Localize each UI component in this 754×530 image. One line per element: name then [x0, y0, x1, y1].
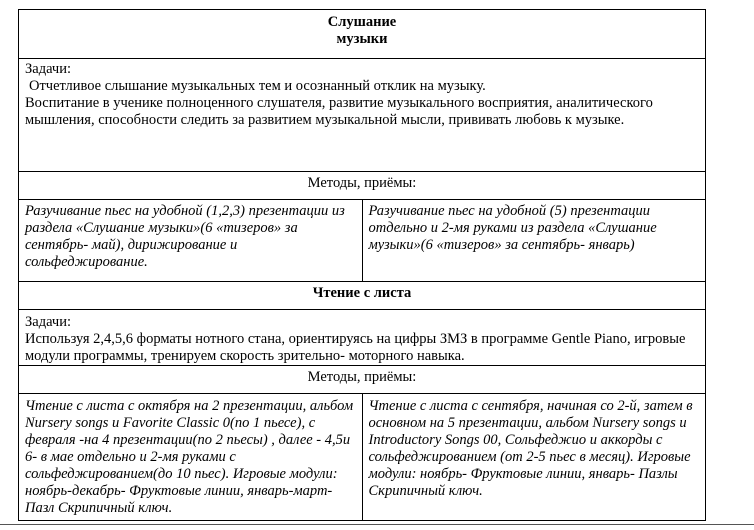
listening-methods-row	[19, 200, 706, 282]
listening-method-right: Разучивание пьес на удобной (5) презентации отдельно и 2-мя руками из раздела «Слушание музыки»(6 «тизеров» за сентябрь- январь)	[362, 200, 706, 282]
listening-methods-heading: Методы, приёмы:	[19, 172, 706, 200]
listening-title	[19, 10, 706, 59]
listening-tasks-line1: Отчетливое слышание музыкальных тем и осознанный отклик на музыку.	[29, 78, 486, 94]
listening-tasks-label: Задачи:	[25, 61, 72, 77]
listening-title-line2: музыки	[336, 31, 388, 47]
sightreading-tasks-text: Используя 2,4,5,6 форматы нотного стана, ориентируясь на цифры ЗМЗ в программе Gentle Piano, игровые модули программы, тренируем скорость зрительно- моторного навыка.	[25, 331, 686, 364]
sightreading-methods-heading: Методы, приёмы:	[19, 366, 706, 394]
listening-tasks	[19, 59, 706, 172]
sightreading-method-left: Чтение с листа с октября на 2 презентации, альбом Nursery songs и Favorite Classic 0(по 1 пьесе), с февраля -на 4 презентации(по 2 пьесы) , далее - 4,5и 6- в мае отдельно и 2-мя руками с сольфеджированием(до 10 пьес). Игровые модули: ноябрь-декабрь- Фруктовые линии, январь-март- Пазл Скрипичный ключ.	[19, 394, 363, 521]
sightreading-tasks-label: Задачи:	[25, 314, 72, 330]
sightreading-title-row	[19, 282, 706, 310]
curriculum-table	[18, 9, 706, 521]
listening-method-left: Разучивание пьес на удобной (1,2,3) презентации из раздела «Слушание музыки»(6 «тизеров» за сентябрь- май), дирижирование и сольфеджирование.	[19, 200, 363, 282]
listening-title-line1: Слушание	[327, 14, 397, 30]
listening-tasks-line2: Воспитание в ученике полноценного слушателя, развитие музыкального восприятия, аналитического мышления, способности следить за развитием музыкальной мысли, прививать любовь к музыке.	[25, 95, 653, 128]
page-bottom-divider	[0, 524, 754, 525]
sightreading-title: Чтение с листа	[19, 282, 706, 310]
sightreading-methods-head-row	[19, 366, 706, 394]
listening-methods-head-row	[19, 172, 706, 200]
sightreading-methods-row	[19, 394, 706, 521]
sightreading-method-right: Чтение с листа с сентября, начиная со 2-й, затем в основном на 5 презентации, альбом Nursery songs и Introductory Songs 00, Сольфеджио и аккорды с сольфеджированием (от 2-5 пьес в месяц). Игровые модули: ноябрь- Фруктовые линии, январь- Пазлы Скрипичный ключ.	[362, 394, 706, 521]
sightreading-tasks	[19, 310, 706, 366]
sightreading-tasks-row	[19, 310, 706, 366]
listening-title-row	[19, 10, 706, 59]
listening-tasks-row	[19, 59, 706, 172]
